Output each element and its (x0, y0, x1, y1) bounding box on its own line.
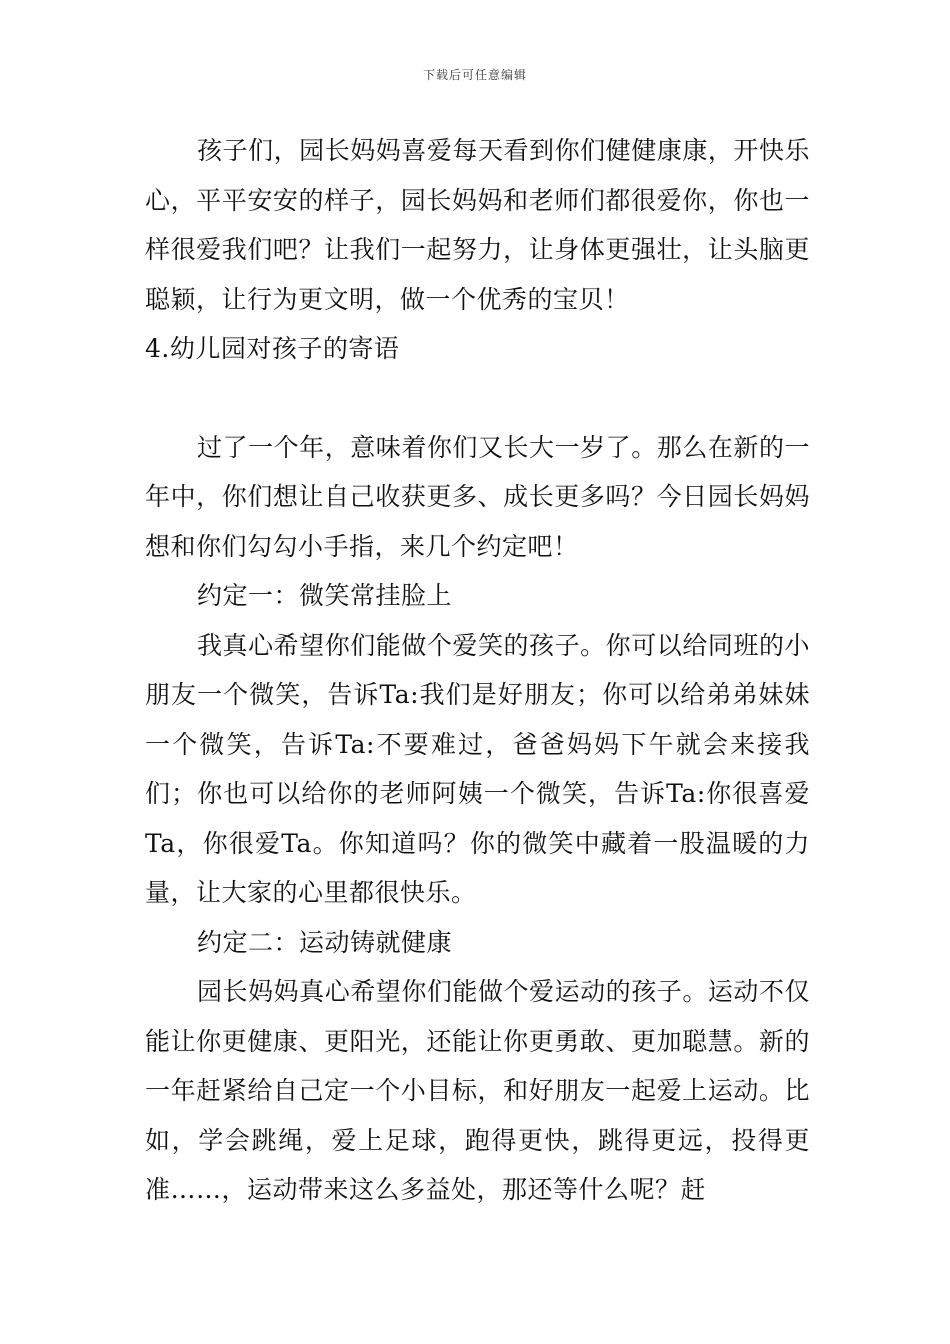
paragraph-smile: 我真心希望你们能做个爱笑的孩子。你可以给同班的小朋友一个微笑，告诉Ta:我们是好朋友；你可以给弟弟妹妹一个微笑，告诉Ta:不要难过，爸爸妈妈下午就会来接我们；你也可以给你的老师阿姨一个微笑，告诉Ta:你很喜爱Ta，你很爱Ta。你知道吗？你的微笑中藏着一股温暖的力量，让大家的心里都很快乐。 (145, 630, 810, 907)
paragraph-intro: 孩子们，园长妈妈喜爱每天看到你们健健康康，开快乐心，平平安安的样子，园长妈妈和老师们都很爱你，你也一样很爱我们吧？让我们一起努力，让身体更强壮，让头脑更聪颖，让行为更文明，做一个优秀的宝贝！ (145, 136, 810, 314)
promise-two-title: 约定二：运动铸就健康 (197, 927, 453, 957)
blank-line (145, 374, 810, 423)
paragraph-new-year: 过了一个年，意味着你们又长大一岁了。那么在新的一年中，你们想让自己收获更多、成长更多吗？今日园长妈妈想和你们勾勾小手指，来几个约定吧！ (145, 432, 810, 561)
header-note: 下载后可任意编辑 (422, 68, 527, 82)
paragraph-exercise: 园长妈妈真心希望你们能做个爱运动的孩子。运动不仅能让你更健康、更阳光，还能让你更勇敢、更加聪慧。新的一年赶紧给自己定一个小目标，和好朋友一起爱上运动。比如，学会跳绳，爱上足球，跑得更快，跳得更远，投得更准……，运动带来这么多益处，那还等什么呢？赶 (145, 977, 810, 1204)
section-heading: 4.幼儿园对孩子的寄语 (145, 334, 400, 363)
promise-one-title: 约定一：微笑常挂脸上 (197, 581, 453, 610)
document-body (145, 126, 810, 1215)
